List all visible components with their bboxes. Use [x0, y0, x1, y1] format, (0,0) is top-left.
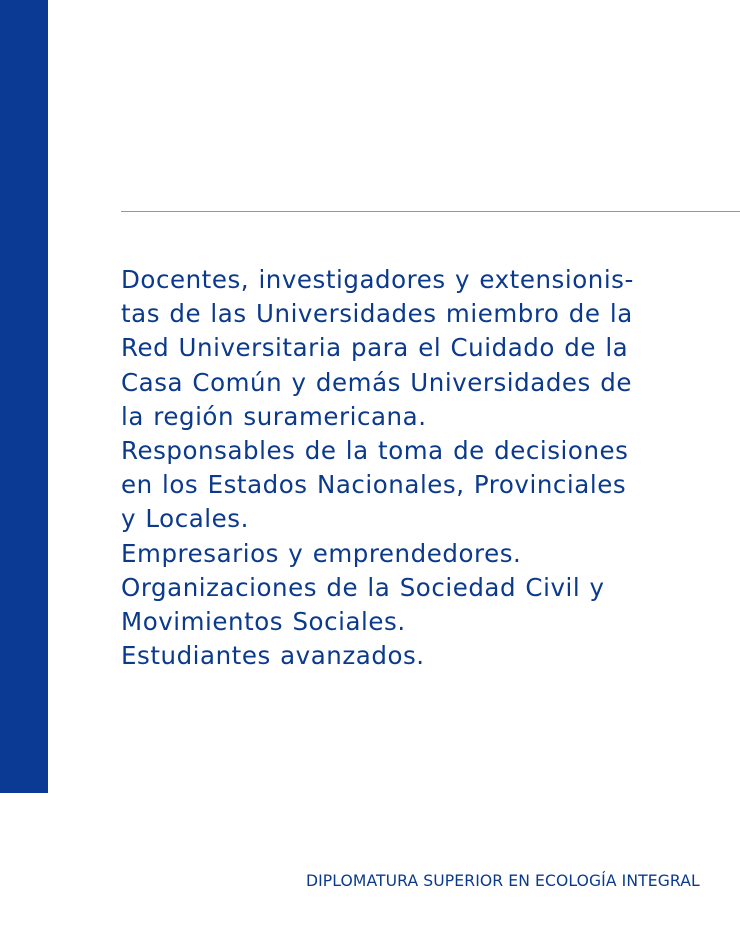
text-line: Responsables de la toma de decisiones	[121, 436, 629, 466]
footer-title: DIPLOMATURA SUPERIOR EN ECOLOGÍA INTEGRAL	[306, 872, 700, 890]
divider-rule	[121, 211, 740, 212]
text-line: Estudiantes avanzados.	[121, 641, 425, 671]
text-line: Empresarios y emprendedores.	[121, 538, 522, 568]
text-line: Casa Común y demás Universidades de	[121, 367, 632, 397]
text-line: y Locales.	[121, 504, 249, 534]
text-line: la región suramericana.	[121, 401, 427, 431]
text-line: Movimientos Sociales.	[121, 607, 406, 637]
text-line: tas de las Universidades miembro de la	[121, 299, 633, 329]
text-line: en los Estados Nacionales, Provinciales	[121, 470, 627, 500]
audience-list	[121, 263, 711, 673]
text-line: Docentes, investigadores y extensionis-	[121, 265, 634, 294]
text-line: Red Universitaria para el Cuidado de la	[121, 333, 629, 363]
text-line: Organizaciones de la Sociedad Civil y	[121, 572, 605, 602]
accent-side-bar	[0, 0, 48, 793]
